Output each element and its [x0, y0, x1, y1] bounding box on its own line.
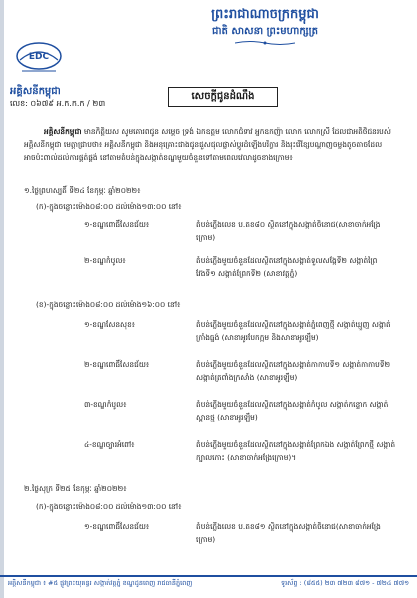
area-description: តំបន់ភ្លើងលេខ ប.តខ៨១ ស្ថិតនៅក្នុងសង្កាត់ចិនោជ(សាខាចាក់អង្រែក្រោម): [196, 522, 381, 544]
footer-phone: ទូរស័ព្ទ : (៨៥៥) ២៣ ៧២៣ ៨៧១ - ៧២៤ ៧៧១: [280, 579, 409, 587]
district-label: ២-ខណ្ឌកំបូល៖: [84, 256, 126, 265]
ornament-divider: [235, 40, 295, 46]
scan-edge: [0, 0, 4, 598]
footer-divider: [0, 575, 417, 577]
area-description: តំបន់ភ្លើងមួយចំនួនដែលស្ថិតនៅក្នុងសង្កាត់ទួលសង្កែទី២ សង្កាត់ព្រៃវែងទី១ សង្កាត់ព្រែកទី២ (សាខាវត្តភ្នំ): [196, 256, 378, 278]
intro-org-name: អគ្គិសនីកម្ពុជា: [44, 127, 82, 136]
period-heading: (ខ)-ក្នុងចន្លោះម៉ោង០៨:០០ ដល់ម៉ោង១៦:០០ នៅ៖: [36, 300, 181, 309]
footer-address: អគ្គិសនីកម្ពុជា ៖ #៥ ផ្លូវព្រះយុគន្ធរ សង្កាត់វត្តភ្នំ ខណ្ឌដូនពេញ រាជធានីភ្នំពេញ: [8, 579, 193, 587]
district-label: ៣-ខណ្ឌកំបូល៖: [84, 400, 127, 409]
area-description: តំបន់ភ្លើងមួយចំនួនដែលស្ថិតនៅក្នុងសង្កាត់ព្រែកឯង សង្កាត់ព្រែកថ្មី សង្កាត់ក្បាលកោះ (សាខាចាក់អង្រែក្រោម)។: [196, 440, 396, 462]
area-description: តំបន់ភ្លើងមួយចំនួនដែលស្ថិតនៅក្នុងសង្កាត់កំបូល សង្កាត់កន្ទោក សង្កាត់ស្ពានថ្ម (សាខាអូរឡឹម): [196, 400, 389, 422]
district-label: ១-ខណ្ឌសែនសុខ៖: [84, 320, 136, 329]
district-label: ២-ខណ្ឌពោធិ៍សែនជ័យ៖: [84, 360, 150, 369]
period-heading: (ក)-ក្នុងចន្លោះម៉ោង០៨:០០ ដល់ម៉ោង១៣:០០ នៅ៖: [36, 502, 182, 511]
day-heading: ១.ថ្ងៃព្រហស្បតិ៍ ទី២៤ ខែកុម្ភៈ ឆ្នាំ២០២២៖: [24, 186, 141, 195]
district-label: ១-ខណ្ឌពោធិ៍សែនជ័យ៖: [84, 220, 150, 229]
district-label: ១-ខណ្ឌពោធិ៍សែនជ័យ៖: [84, 522, 150, 531]
kingdom-header: ព្រះរាជាណាចក្រកម្ពុជា: [211, 7, 319, 22]
national-motto: ជាតិ សាសនា ព្រះមហាក្សត្រ: [212, 26, 318, 37]
period-heading: (ក)-ក្នុងចន្លោះម៉ោង០៨:០០ ដល់ម៉ោង១៣:០០ នៅ៖: [36, 202, 182, 211]
area-description: តំបន់ភ្លើងលេខ ប.តខ៨០ ស្ថិតនៅក្នុងសង្កាត់ចិនោជ(សាខាចាក់អង្រែក្រោម): [196, 220, 381, 242]
document-title: សេចក្តីជូនដំណឹង: [168, 87, 278, 107]
area-description: តំបន់ភ្លើងមួយចំនួនដែលស្ថិតនៅក្នុងសង្កាត់កាកាបទី១ សង្កាត់កាកាបទី២ សង្កាត់ត្រពាំងក្រសាំង (សាខាអូរឡឹម): [196, 360, 391, 382]
area-description: តំបន់ភ្លើងមួយចំនួនដែលស្ថិតនៅក្នុងសង្កាត់ភ្នំពេញថ្មី សង្កាត់ឃ្មួញ សង្កាត់ក្រាំងធ្នង់ (សាខាអូរបែកក្អម និងសាខាអូរឡឹម): [196, 320, 391, 342]
intro-text: មានកិត្តិយស សូមគោរពជូន សម្តេច ទ្រង់ ឯកឧត្តម លោកជំទាវ អ្នកឧកញ៉ា លោក លោកស្រី ដែលជាអតិថិជនរបស់អគ្គិសនីកម្ពុជា មេត្តាជ្រាបថា៖ អគ្គិសនីកម្ពុជា និងអនុគ្រោះជាងជូនជួសជុលផ្លាស់ប្តូរដំឡើងបរិក្ខារ និងរុះរើខ្សែបណ្តាញចម្លងតូចតាចដែលអាចប៉ះពាល់ដល់ការផ្គត់ផ្គង់ នៅតាមតំបន់ក្នុងសង្កាត់ខណ្ឌមួយចំនួនទៅតាមពេលវេលាដូចខាងក្រោម៖: [24, 127, 391, 162]
day-heading: ២.ថ្ងៃសុក្រ ទី២៥ ខែកុម្ភៈ ឆ្នាំ២០២២៖: [24, 484, 127, 493]
svg-text:EDC: EDC: [28, 52, 50, 62]
reference-number: លេខ: ០៦៧៩ អ.ក.ក.ក / ២៣: [10, 99, 106, 108]
edc-logo: [14, 40, 64, 74]
district-label: ៤-ខណ្ឌច្បារអំពៅ៖: [84, 440, 135, 449]
org-name: អគ្គិសនីកម្ពុជា: [10, 86, 61, 97]
intro-paragraph: [24, 125, 394, 164]
